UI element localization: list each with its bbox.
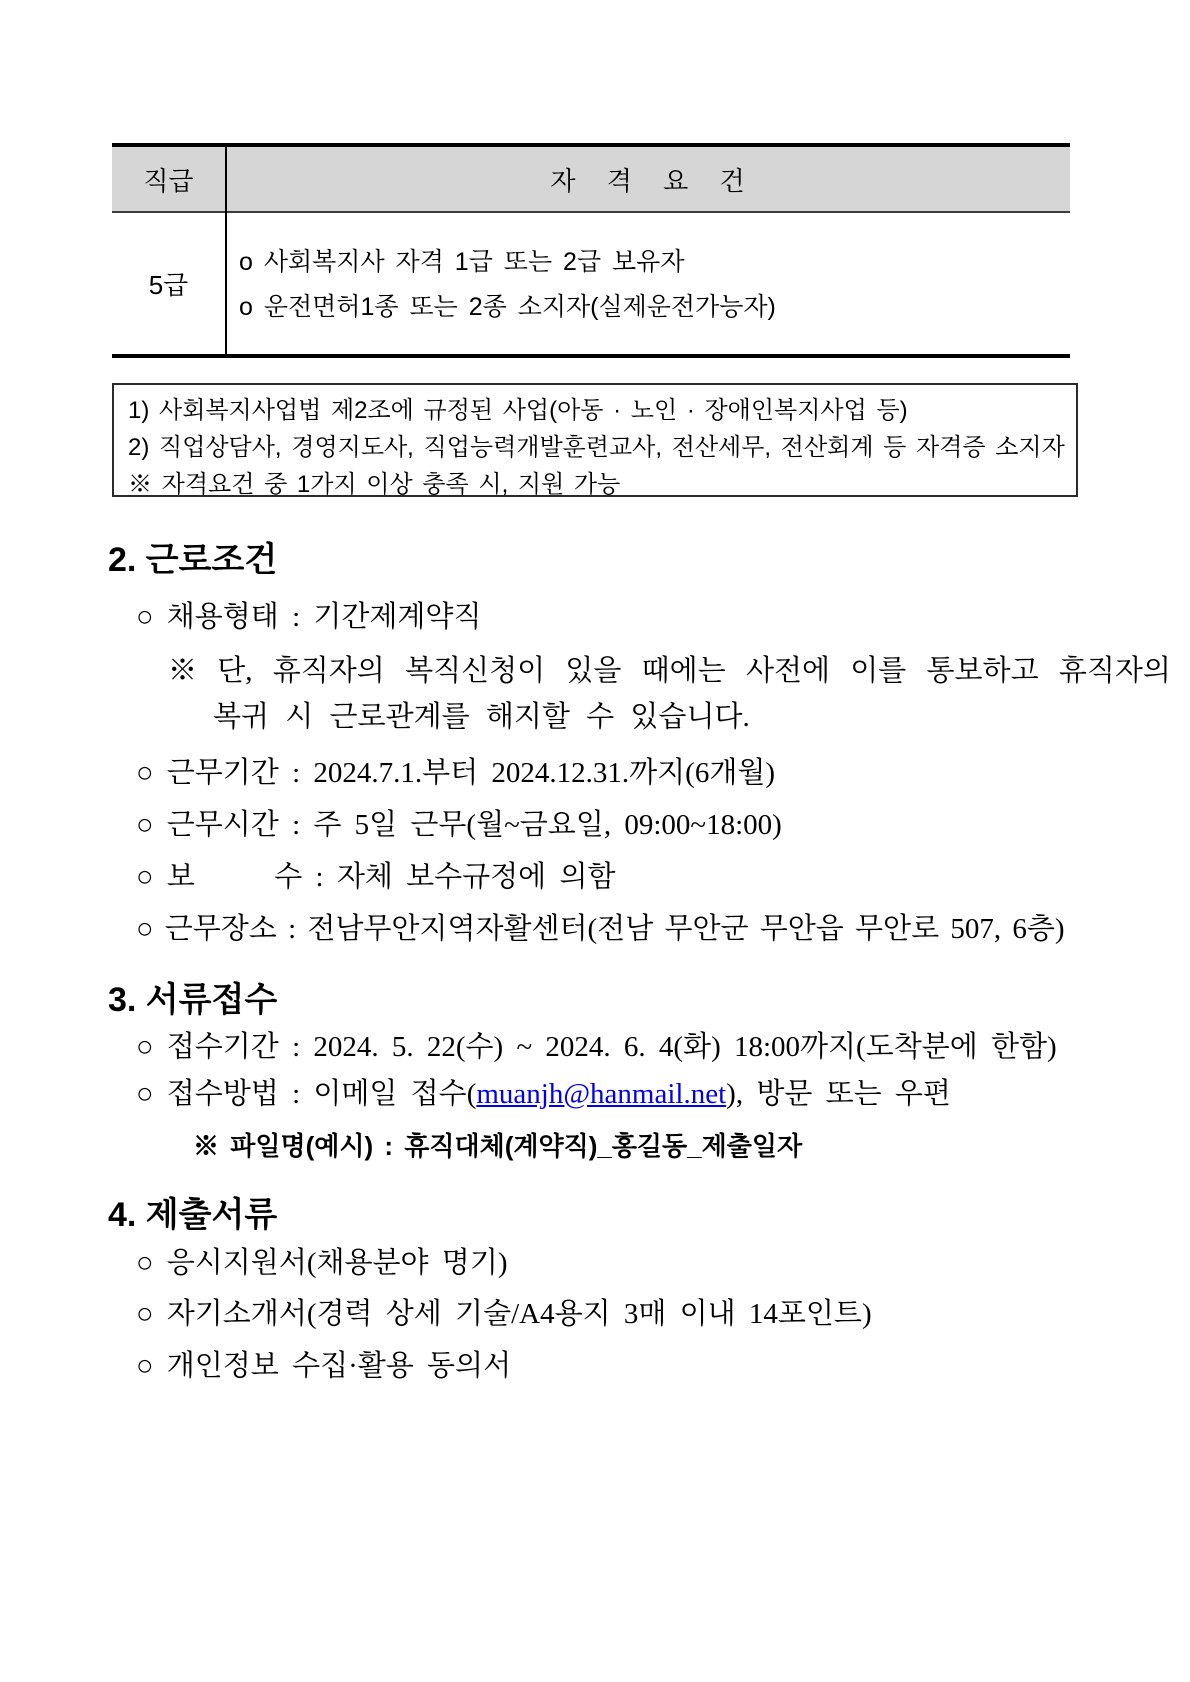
work-period-line: ○ 근무기간 : 2024.7.1.부터 2024.12.31.까지(6개월) (136, 757, 776, 789)
qualification-table (112, 143, 1070, 358)
table-cell-grade: 5급 (148, 270, 189, 300)
table-header-row (112, 147, 1070, 213)
note-line: ※ 자격요건 중 1가지 이상 충족 시, 지원 가능 (128, 471, 621, 498)
employment-sub-note-line2: 복귀 시 근로관계를 해지할 수 있습니다. (213, 701, 750, 733)
note-line: 1) 사회복지사업법 제2조에 규정된 사업(아동 · 노인 · 장애인복지사업 등) (128, 397, 908, 424)
table-cell-requirements (225, 213, 1070, 354)
email-link[interactable]: muanjh@hanmail.net (476, 1078, 727, 1110)
required-doc-line: ○ 개인정보 수집·활용 동의서 (136, 1350, 512, 1382)
apply-method-suffix: ), 방문 또는 우편 (726, 1078, 951, 1110)
work-pay-line: ○ 보 수 : 자체 보수규정에 의함 (136, 861, 616, 893)
required-doc-line: ○ 응시지원서(채용분야 명기) (136, 1247, 508, 1279)
table-column-divider (225, 147, 227, 354)
section-3-heading: 3. 서류접수 (108, 981, 278, 1019)
section-2-heading: 2. 근로조건 (108, 541, 278, 579)
table-header-grade: 직급 (143, 165, 194, 196)
qualification-note-box (112, 383, 1078, 497)
table-row (112, 213, 1070, 354)
apply-method-line (136, 1071, 951, 1112)
work-hours-line: ○ 근무시간 : 주 5일 근무(월~금요일, 09:00~18:00) (136, 809, 782, 841)
requirement-item: o 운전면허1종 또는 2종 소지자(실제운전가능자) (239, 293, 776, 321)
section-4-heading: 4. 제출서류 (108, 1196, 278, 1234)
required-doc-line: ○ 자기소개서(경력 상세 기술/A4용지 3매 이내 14포인트) (136, 1298, 872, 1330)
requirement-item: o 사회복지사 자격 1급 또는 2급 보유자 (239, 248, 685, 276)
table-header-requirements: 자 격 요 건 (550, 165, 757, 196)
employment-type-line: ○ 채용형태 : 기간제계약직 (136, 601, 482, 633)
apply-method-prefix: ○ 접수방법 : 이메일 접수( (136, 1078, 477, 1110)
file-name-note-line: ※ 파일명(예시) : 휴직대체(계약직)_홍길동_제출일자 (193, 1131, 803, 1161)
work-place-line: ○ 근무장소 : 전남무안지역자활센터(전남 무안군 무안읍 무안로 507, 6층) (136, 913, 1065, 945)
employment-sub-note-line1: ※ 단, 휴직자의 복직신청이 있을 때에는 사전에 이를 통보하고 휴직자의 (168, 655, 1171, 687)
note-line: 2) 직업상담사, 경영지도사, 직업능력개발훈련교사, 전산세무, 전산회계 등 자격증 소지자 (128, 434, 1065, 461)
apply-period-line: ○ 접수기간 : 2024. 5. 22(수) ~ 2024. 6. 4(화) 18:00까지(도착분에 한함) (136, 1031, 1057, 1063)
